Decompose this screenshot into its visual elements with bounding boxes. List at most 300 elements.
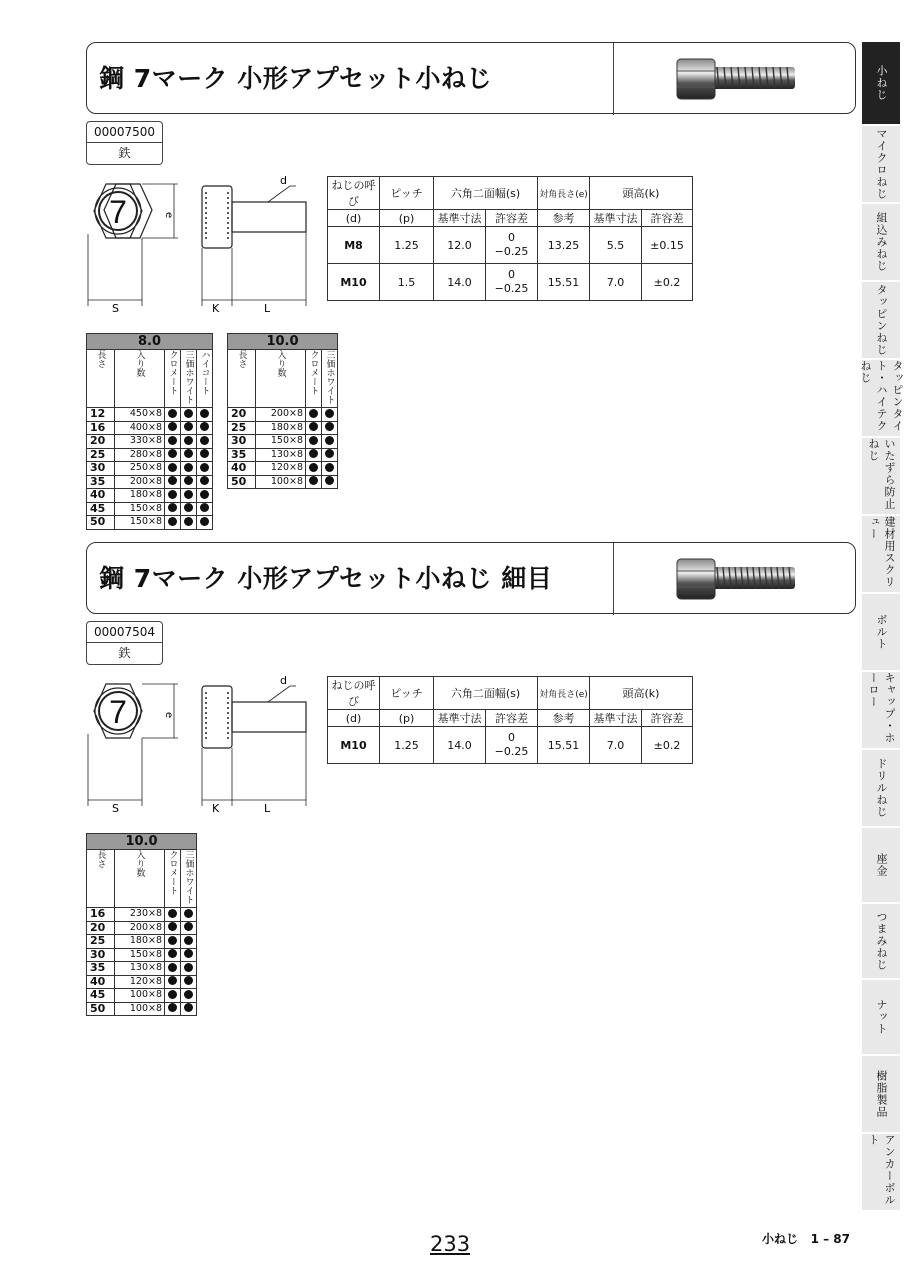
spec-table-2	[327, 676, 693, 764]
hex-std-cell: 14.0	[434, 727, 486, 764]
diag-cell: 15.51	[538, 727, 590, 764]
dim-e-label: e	[163, 712, 174, 719]
quantity-cell: 150×8	[115, 516, 165, 530]
side-tab[interactable]	[862, 42, 900, 126]
table-row	[87, 462, 213, 476]
dim-k-label: K	[212, 802, 220, 815]
diag-cell: 13.25	[538, 227, 590, 264]
diag-cell: 15.51	[538, 264, 590, 301]
side-tab[interactable]	[862, 516, 900, 594]
section-page: 1 – 87	[810, 1232, 850, 1246]
available-dot-icon	[184, 503, 193, 512]
col-length: 長さ	[87, 350, 115, 408]
table-row	[87, 975, 197, 989]
available-dot-icon	[325, 409, 334, 418]
quantity-cell: 330×8	[115, 435, 165, 449]
length-cell: 50	[87, 1002, 115, 1016]
availability-cell	[165, 975, 181, 989]
availability-cell	[165, 921, 181, 935]
available-dot-icon	[200, 490, 209, 499]
col-diag-sub: 参考	[538, 710, 590, 727]
table-row	[228, 408, 338, 422]
side-tab-label: 樹脂製品	[875, 1070, 888, 1118]
col-head: 頭高(k)	[590, 177, 693, 210]
available-dot-icon	[325, 422, 334, 431]
available-dot-icon	[200, 449, 209, 458]
col-quantity: 入り数	[256, 350, 306, 408]
available-dot-icon	[200, 463, 209, 472]
availability-cell	[165, 462, 181, 476]
availability-cell	[181, 935, 197, 949]
header-divider	[613, 43, 614, 115]
available-dot-icon	[168, 503, 177, 512]
length-cell: 45	[87, 502, 115, 516]
dim-l-label: L	[264, 302, 271, 315]
availability-cell	[181, 908, 197, 922]
available-dot-icon	[168, 936, 177, 945]
availability-cell	[181, 1002, 197, 1016]
table-row	[87, 475, 213, 489]
availability-cell	[197, 435, 213, 449]
available-dot-icon	[200, 436, 209, 445]
material-label: 鉄	[118, 146, 131, 160]
col-hex: 六角二面幅(s)	[434, 177, 538, 210]
availability-cell	[165, 516, 181, 530]
size-cell: M10	[328, 727, 380, 764]
availability-cell	[197, 408, 213, 422]
side-tab[interactable]	[862, 1056, 900, 1134]
table-row	[87, 962, 197, 976]
col-hex-std: 基準寸法	[434, 710, 486, 727]
availability-cell	[197, 448, 213, 462]
pitch-cell: 1.5	[380, 264, 434, 301]
table-row	[87, 989, 197, 1003]
product-title-2: 鋼 7マーク 小形アプセット小ねじ 細目	[99, 564, 553, 593]
available-dot-icon	[168, 436, 177, 445]
table-row	[87, 502, 213, 516]
table-row	[328, 727, 693, 764]
available-dot-icon	[184, 936, 193, 945]
hex-tol-cell: 0 −0.25	[486, 227, 538, 264]
available-dot-icon	[168, 449, 177, 458]
diameter-header: 8.0	[87, 334, 213, 350]
length-cell: 16	[87, 908, 115, 922]
col-head: 頭高(k)	[590, 677, 693, 710]
availability-cell	[165, 962, 181, 976]
length-cell: 35	[228, 448, 256, 462]
availability-cell	[322, 408, 338, 422]
material-label: 鉄	[118, 646, 131, 660]
available-dot-icon	[184, 449, 193, 458]
table-row	[87, 421, 213, 435]
side-tab[interactable]	[862, 282, 900, 360]
length-cell: 20	[228, 408, 256, 422]
availability-cell	[306, 448, 322, 462]
available-dot-icon	[309, 476, 318, 485]
col-finish: クロメート	[306, 350, 322, 408]
length-cell: 45	[87, 989, 115, 1003]
length-cell: 50	[87, 516, 115, 530]
availability-cell	[165, 1002, 181, 1016]
quantity-cell: 230×8	[115, 908, 165, 922]
quantity-cell: 100×8	[115, 1002, 165, 1016]
available-dot-icon	[200, 517, 209, 526]
table-row	[87, 1002, 197, 1016]
col-hex: 六角二面幅(s)	[434, 677, 538, 710]
length-cell: 16	[87, 421, 115, 435]
availability-cell	[197, 462, 213, 476]
availability-cell	[306, 475, 322, 489]
available-dot-icon	[168, 1003, 177, 1012]
length-cell: 30	[87, 948, 115, 962]
available-dot-icon	[309, 436, 318, 445]
length-cell: 40	[87, 975, 115, 989]
availability-cell	[165, 502, 181, 516]
section-label: 小ねじ	[762, 1232, 799, 1246]
dim-e-label: e	[163, 212, 174, 219]
available-dot-icon	[168, 422, 177, 431]
available-dot-icon	[184, 1003, 193, 1012]
head-tol-cell: ±0.2	[642, 727, 693, 764]
available-dot-icon	[184, 409, 193, 418]
col-hex-tol: 許容差	[486, 710, 538, 727]
available-dot-icon	[309, 449, 318, 458]
available-dot-icon	[184, 436, 193, 445]
side-tab[interactable]	[862, 1134, 900, 1212]
side-tab[interactable]	[862, 204, 900, 282]
col-finish: クロメート	[165, 350, 181, 408]
col-hex-tol: 許容差	[486, 210, 538, 227]
availability-cell	[181, 408, 197, 422]
col-finish: ハイコート	[197, 350, 213, 408]
quantity-table	[86, 333, 213, 530]
availability-cell	[181, 975, 197, 989]
availability-cell	[197, 475, 213, 489]
side-tab-label: ナット	[875, 999, 888, 1035]
hex-std-cell: 12.0	[434, 227, 486, 264]
available-dot-icon	[184, 990, 193, 999]
availability-cell	[181, 421, 197, 435]
availability-cell	[165, 421, 181, 435]
available-dot-icon	[309, 463, 318, 472]
available-dot-icon	[184, 517, 193, 526]
diameter-header: 10.0	[228, 334, 338, 350]
length-cell: 35	[87, 475, 115, 489]
head-std-cell: 5.5	[590, 227, 642, 264]
side-tab-label: タッピンタイト・ハイテクねじ	[859, 360, 904, 432]
availability-cell	[322, 435, 338, 449]
length-cell: 30	[87, 462, 115, 476]
side-tab-label: ボルト	[875, 614, 888, 650]
side-tab-label: タッピンねじ	[875, 284, 888, 356]
quantity-cell: 120×8	[256, 462, 306, 476]
side-tab-label: いたずら防止ねじ	[867, 438, 896, 510]
side-tab-label: キャップ・ホーロー	[867, 672, 896, 744]
side-tab[interactable]	[862, 750, 900, 828]
col-quantity: 入り数	[115, 850, 165, 908]
quantity-table	[86, 833, 197, 1016]
quantity-cell: 120×8	[115, 975, 165, 989]
available-dot-icon	[184, 909, 193, 918]
length-cell: 30	[228, 435, 256, 449]
length-cell: 35	[87, 962, 115, 976]
quantity-cell: 150×8	[256, 435, 306, 449]
availability-cell	[181, 962, 197, 976]
available-dot-icon	[168, 922, 177, 931]
dim-d-label: d	[280, 174, 287, 187]
length-cell: 20	[87, 921, 115, 935]
col-diag-sub: 参考	[538, 210, 590, 227]
header-divider	[613, 543, 614, 615]
quantity-cell: 400×8	[115, 421, 165, 435]
available-dot-icon	[168, 976, 177, 985]
side-tab[interactable]	[862, 672, 900, 750]
quantity-cell: 450×8	[115, 408, 165, 422]
availability-cell	[322, 462, 338, 476]
quantity-cell: 150×8	[115, 502, 165, 516]
hex-tol-cell: 0 −0.25	[486, 727, 538, 764]
size-cell: M8	[328, 227, 380, 264]
quantity-cell: 200×8	[256, 408, 306, 422]
quantity-cell: 100×8	[256, 475, 306, 489]
table-row	[87, 908, 197, 922]
side-tab[interactable]	[859, 360, 904, 438]
head-tol-cell: ±0.2	[642, 264, 693, 301]
category-side-tabs	[859, 42, 904, 1212]
product-code-box-2	[86, 621, 163, 665]
availability-cell	[165, 435, 181, 449]
col-name-sub: (d)	[328, 710, 380, 727]
col-head-std: 基準寸法	[590, 710, 642, 727]
col-pitch-sub: (p)	[380, 210, 434, 227]
spec-table-1	[327, 176, 693, 301]
table-row	[87, 921, 197, 935]
pitch-cell: 1.25	[380, 227, 434, 264]
available-dot-icon	[309, 409, 318, 418]
product-title-1: 鋼 7マーク 小形アプセット小ねじ	[99, 64, 493, 93]
available-dot-icon	[325, 476, 334, 485]
quantity-cell: 100×8	[115, 989, 165, 1003]
available-dot-icon	[168, 909, 177, 918]
col-diag: 対角長さ(e)	[538, 677, 590, 710]
table-row	[87, 435, 213, 449]
col-diag: 対角長さ(e)	[538, 177, 590, 210]
side-tab-label: 組込みねじ	[875, 212, 888, 272]
availability-cell	[322, 448, 338, 462]
side-tab[interactable]	[862, 828, 900, 904]
dim-s-label: S	[112, 302, 119, 315]
length-cell: 50	[228, 475, 256, 489]
availability-cell	[181, 448, 197, 462]
col-finish: クロメート	[165, 850, 181, 908]
side-tab-label: つまみねじ	[875, 911, 888, 971]
table-row	[228, 475, 338, 489]
availability-cell	[165, 489, 181, 503]
length-cell: 20	[87, 435, 115, 449]
availability-cell	[181, 989, 197, 1003]
availability-cell	[197, 489, 213, 503]
side-tab[interactable]	[862, 126, 900, 204]
available-dot-icon	[184, 476, 193, 485]
availability-cell	[322, 421, 338, 435]
quantity-cell: 180×8	[115, 935, 165, 949]
availability-cell	[197, 502, 213, 516]
col-head-tol: 許容差	[642, 210, 693, 227]
availability-cell	[165, 989, 181, 1003]
col-head-std: 基準寸法	[590, 210, 642, 227]
length-cell: 40	[228, 462, 256, 476]
available-dot-icon	[168, 463, 177, 472]
table-row	[228, 448, 338, 462]
dim-k-label: K	[212, 302, 220, 315]
availability-cell	[181, 516, 197, 530]
col-name-sub: (d)	[328, 210, 380, 227]
product-code-box-1	[86, 121, 163, 165]
col-finish: 三価ホワイト	[322, 350, 338, 408]
dim-d-label: d	[280, 674, 287, 687]
available-dot-icon	[184, 976, 193, 985]
product-code: 00007500	[87, 122, 162, 143]
side-tab-label: ドリルねじ	[875, 758, 888, 818]
side-tab[interactable]	[862, 594, 900, 672]
size-cell: M10	[328, 264, 380, 301]
length-cell: 25	[87, 935, 115, 949]
col-finish: 三価ホワイト	[181, 850, 197, 908]
product-header-1	[86, 42, 856, 114]
availability-cell	[306, 408, 322, 422]
availability-cell	[181, 475, 197, 489]
available-dot-icon	[168, 409, 177, 418]
table-row	[228, 462, 338, 476]
availability-cell	[181, 948, 197, 962]
available-dot-icon	[168, 476, 177, 485]
quantity-cell: 150×8	[115, 948, 165, 962]
dimension-diagram-2	[82, 672, 312, 818]
available-dot-icon	[184, 949, 193, 958]
screw-photo-icon	[667, 53, 807, 105]
available-dot-icon	[184, 490, 193, 499]
length-cell: 12	[87, 408, 115, 422]
col-name: ねじの呼び	[328, 677, 380, 710]
table-row	[228, 421, 338, 435]
length-cell: 25	[87, 448, 115, 462]
table-row	[87, 448, 213, 462]
product-header-2	[86, 542, 856, 614]
col-pitch: ピッチ	[380, 677, 434, 710]
quantity-cell: 130×8	[115, 962, 165, 976]
availability-cell	[306, 462, 322, 476]
available-dot-icon	[325, 449, 334, 458]
available-dot-icon	[168, 990, 177, 999]
available-dot-icon	[200, 409, 209, 418]
quantity-cell: 180×8	[256, 421, 306, 435]
col-quantity: 入り数	[115, 350, 165, 408]
availability-cell	[306, 421, 322, 435]
availability-cell	[181, 502, 197, 516]
length-cell: 25	[228, 421, 256, 435]
available-dot-icon	[325, 463, 334, 472]
availability-cell	[165, 475, 181, 489]
head-std-cell: 7.0	[590, 264, 642, 301]
quantity-cell: 180×8	[115, 489, 165, 503]
availability-cell	[197, 421, 213, 435]
col-hex-std: 基準寸法	[434, 210, 486, 227]
length-cell: 40	[87, 489, 115, 503]
side-tab[interactable]	[862, 904, 900, 980]
head-std-cell: 7.0	[590, 727, 642, 764]
dimension-diagram-1	[82, 172, 312, 318]
table-row	[87, 935, 197, 949]
side-tab[interactable]	[862, 438, 900, 516]
quantity-cell: 250×8	[115, 462, 165, 476]
availability-cell	[197, 516, 213, 530]
mark-seven-text: 7	[109, 694, 127, 730]
available-dot-icon	[184, 422, 193, 431]
col-length: 長さ	[228, 350, 256, 408]
screw-photo-icon	[667, 553, 807, 605]
section-footer	[762, 1230, 850, 1247]
available-dot-icon	[200, 503, 209, 512]
page-number: 233	[430, 1232, 471, 1256]
mark-seven-text: 7	[109, 194, 127, 230]
side-tab-label: 建材用スクリュー	[867, 516, 896, 588]
availability-cell	[165, 908, 181, 922]
quantity-cell: 280×8	[115, 448, 165, 462]
availability-cell	[165, 448, 181, 462]
availability-cell	[165, 408, 181, 422]
side-tab-label: 座金	[875, 853, 888, 877]
product-code: 00007504	[87, 622, 162, 643]
col-finish: 三価ホワイト	[181, 350, 197, 408]
available-dot-icon	[325, 436, 334, 445]
quantity-cell: 200×8	[115, 475, 165, 489]
quantity-cell: 200×8	[115, 921, 165, 935]
available-dot-icon	[184, 922, 193, 931]
available-dot-icon	[184, 463, 193, 472]
dim-l-label: L	[264, 802, 271, 815]
side-tab[interactable]	[862, 980, 900, 1056]
availability-cell	[181, 462, 197, 476]
availability-cell	[322, 475, 338, 489]
dim-s-label: S	[112, 802, 119, 815]
col-head-tol: 許容差	[642, 710, 693, 727]
available-dot-icon	[200, 476, 209, 485]
availability-cell	[181, 489, 197, 503]
diameter-header: 10.0	[87, 834, 197, 850]
available-dot-icon	[309, 422, 318, 431]
table-row	[87, 489, 213, 503]
availability-cell	[165, 948, 181, 962]
hex-tol-cell: 0 −0.25	[486, 264, 538, 301]
table-row	[328, 227, 693, 264]
col-length: 長さ	[87, 850, 115, 908]
col-pitch: ピッチ	[380, 177, 434, 210]
hex-std-cell: 14.0	[434, 264, 486, 301]
available-dot-icon	[200, 422, 209, 431]
side-tab-label: アンカーボルト	[867, 1134, 896, 1206]
col-name: ねじの呼び	[328, 177, 380, 210]
table-row	[87, 516, 213, 530]
quantity-cell: 130×8	[256, 448, 306, 462]
availability-cell	[181, 435, 197, 449]
table-row	[87, 948, 197, 962]
quantity-table	[227, 333, 338, 489]
available-dot-icon	[168, 949, 177, 958]
side-tab-label: 小ねじ	[875, 65, 888, 101]
available-dot-icon	[168, 490, 177, 499]
availability-cell	[165, 935, 181, 949]
side-tab-label: マイクロねじ	[875, 128, 888, 200]
